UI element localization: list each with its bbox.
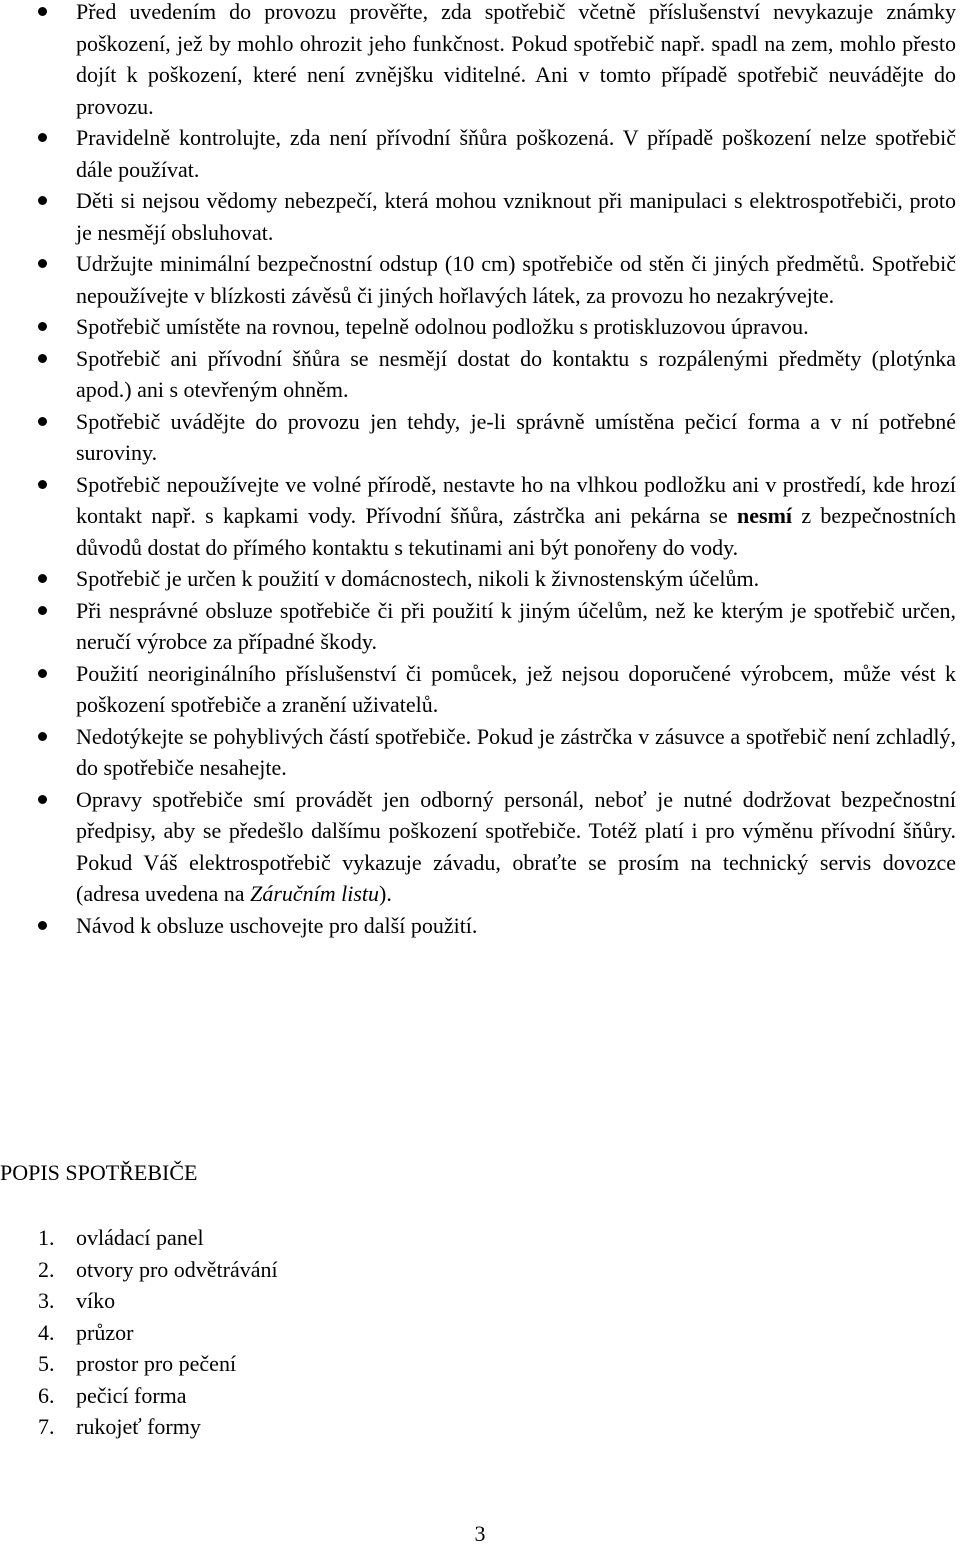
list-item-text: Nedotýkejte se pohyblivých částí spotřebiče. Pokud je zástrčka v zásuvce a spotřebič není zchladlý, do spotřebiče nesahejte. (76, 723, 956, 780)
list-item (0, 910, 956, 942)
item-number: 7. (38, 1414, 55, 1439)
list-item-text: Spotřebič uvádějte do provozu jen tehdy, je-li správně umístěna pečicí forma a v ní potřebné suroviny. (76, 408, 956, 465)
list-item (0, 122, 956, 185)
list-item-text: Pravidelně kontrolujte, zda není přívodní šňůra poškozená. V případě poškození nelze spotřebič dále používat. (76, 125, 956, 182)
list-item-text: Při nesprávné obsluze spotřebiče či při použití k jiným účelům, než ke kterým je spotřebič určen, neručí výrobce za případné škody. (76, 597, 956, 654)
list-item-text: Spotřebič je určen k použití v domácnostech, nikoli k živnostenským účelům. (76, 566, 760, 591)
bullet-icon (38, 133, 47, 142)
bullet-icon (38, 921, 47, 930)
list-item (0, 1285, 278, 1317)
bullet-icon (38, 259, 47, 268)
item-number: 6. (38, 1382, 55, 1408)
list-item (0, 658, 956, 721)
list-item (0, 1317, 278, 1349)
list-item-text: Spotřebič umístěte na rovnou, tepelně odolnou podložku s protiskluzovou úpravou. (76, 314, 809, 339)
list-item (0, 248, 956, 311)
list-item (0, 1254, 278, 1286)
list-item (0, 1411, 278, 1443)
item-label: rukojeť formy (76, 1414, 201, 1439)
list-item (0, 469, 956, 564)
bullet-icon (38, 322, 47, 331)
bullet-icon (38, 669, 47, 678)
list-item (0, 0, 956, 122)
bullet-icon (38, 606, 47, 615)
item-number: 1. (38, 1225, 55, 1250)
emphasis-text: nesmí (737, 503, 793, 528)
list-item-text: ). (379, 881, 392, 906)
list-item (0, 563, 956, 595)
list-item (0, 595, 956, 658)
section-heading: POPIS SPOTŘEBIČE (0, 1160, 198, 1185)
item-number: 3. (38, 1288, 55, 1313)
list-item (0, 784, 956, 910)
italic-text: Záručním listu (250, 881, 380, 906)
list-item (0, 311, 956, 343)
bullet-icon (38, 480, 47, 489)
item-number: 2. (38, 1256, 55, 1282)
list-item-text: Udržujte minimální bezpečnostní odstup (10 cm) spotřebiče od stěn či jiných předmětů. Spotřebič nepoužívejte v blízkosti závěsů či jiných hořlavých látek, za provozu ho nezakrývejte. (76, 251, 956, 308)
item-label: prostor pro pečení (76, 1351, 237, 1376)
page-number: 3 (474, 1521, 486, 1546)
list-item (0, 1348, 278, 1380)
item-label: otvory pro odvětrávání (76, 1256, 278, 1282)
item-label: ovládací panel (76, 1225, 204, 1250)
bullet-icon (38, 795, 47, 804)
list-item-text: Před uvedením do provozu prověřte, zda spotřebič včetně příslušenství nevykazuje známky poškození, jež by mohlo ohrozit jeho funkčnost. Pokud spotřebič např. spadl na zem, mohlo přesto dojít k poškození, které není zvnějšku viditelné. Ani v tomto případě spotřebič neuvádějte do provozu. (76, 0, 956, 119)
item-number: 5. (38, 1351, 55, 1376)
item-label: víko (76, 1288, 116, 1313)
bullet-icon (38, 732, 47, 741)
item-label: pečicí forma (76, 1382, 187, 1408)
bullet-icon (38, 7, 47, 16)
list-item-text: Spotřebič ani přívodní šňůra se nesmějí dostat do kontaktu s rozpálenými předměty (plotýnka apod.) ani s otevřeným ohněm. (76, 345, 956, 402)
list-item-text: Děti si nejsou vědomy nebezpečí, která mohou vzniknout při manipulaci s elektrospotřebiči, proto je nesmějí obsluhovat. (76, 188, 956, 245)
list-item (0, 185, 956, 248)
list-item (0, 1222, 278, 1254)
list-item-text: Opravy spotřebiče smí provádět jen odborný personál, neboť je nutné dodržovat bezpečnostní předpisy, aby se předešlo dalšímu poškození spotřebiče. Totéž platí i pro výměnu přívodní šňůry. Pokud Váš elektrospotřebič vykazuje závadu, obraťte se prosím na technický servis dovozce (adresa uvedena na (76, 786, 956, 906)
bullet-icon (38, 196, 47, 205)
list-item (0, 1380, 278, 1412)
item-label: průzor (76, 1319, 134, 1345)
item-number: 4. (38, 1319, 55, 1345)
list-item (0, 721, 956, 784)
bullet-icon (38, 417, 47, 426)
list-item-text: Použití neoriginálního příslušenství či pomůcek, jež nejsou doporučené výrobcem, může vést k poškození spotřebiče a zranění uživatelů. (76, 660, 956, 717)
parts-list (0, 1222, 278, 1443)
bullet-icon (38, 354, 47, 363)
list-item (0, 343, 956, 406)
list-item (0, 406, 956, 469)
list-item-text: Spotřebič nepoužívejte ve volné přírodě, nestavte ho na vlhkou podložku ani v prostředí, kde hrozí kontakt např. s kapkami vody. Přívodní šňůra, zástrčka ani pekárna se (76, 471, 956, 528)
list-item-text: Návod k obsluze uschovejte pro další použití. (76, 912, 478, 938)
bullet-icon (38, 574, 47, 583)
list-item-text: z bezpečnostních důvodů dostat do přímého kontaktu s tekutinami ani být ponořeny do vody. (76, 503, 956, 560)
